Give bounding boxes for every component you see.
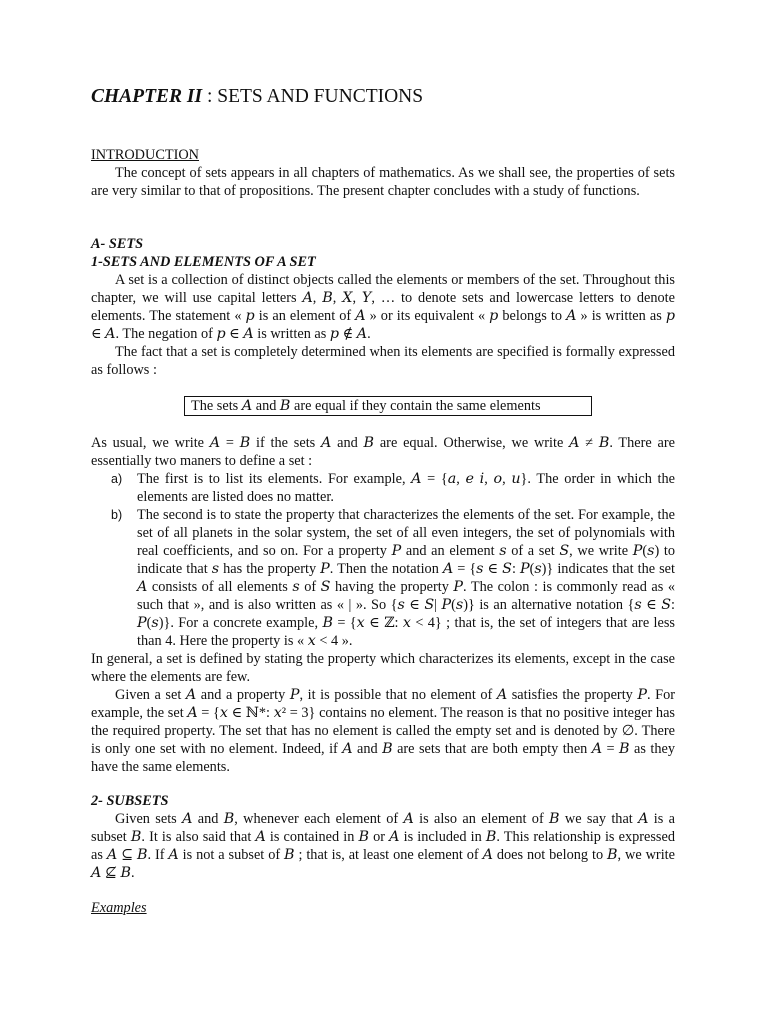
- introduction-heading: INTRODUCTION: [91, 147, 200, 163]
- sets-paragraph-1: A set is a collection of distinct objects called the elements or members of the set. Throughout this chapter, we will use capital letters 𝐴, 𝐵, 𝑋, 𝑌, … to denote sets and lowercase letters to denote elements. The statement « 𝑝 is an element of 𝐴 » or its equivalent « 𝑝 belongs to 𝐴 » is written as 𝑝 ∈ 𝐴. The negation of 𝑝 ∈ 𝐴 is written as 𝑝 ∉ 𝐴.: [91, 272, 675, 342]
- boxed-definition: The sets 𝐴 and 𝐵 are equal if they contain the same elements: [184, 396, 592, 416]
- list-marker: a): [111, 472, 123, 486]
- chapter-name: : SETS AND FUNCTIONS: [202, 86, 424, 107]
- sets-paragraph-3: As usual, we write 𝐴 = 𝐵 if the sets 𝐴 and 𝐵 are equal. Otherwise, we write 𝐴 ≠ 𝐵. There are essentially two maners to define a set :: [91, 435, 675, 469]
- introduction-section: [91, 146, 675, 200]
- list-item-a: [91, 470, 675, 506]
- subsection-1-heading: 1-SETS AND ELEMENTS OF A SET: [91, 254, 316, 270]
- subsets-section: [91, 792, 675, 882]
- introduction-paragraph: The concept of sets appears in all chapters of mathematics. As we shall see, the properties of sets are very similar to that of propositions. The present chapter concludes with a study of functions.: [91, 165, 675, 199]
- examples-section: [91, 899, 675, 917]
- list-item-text: The first is to list its elements. For example, 𝐴 = {𝑎, 𝑒 𝑖, 𝑜, 𝑢}. The order in which the elements are listed does no matter.: [137, 471, 675, 505]
- chapter-title: [91, 86, 423, 108]
- list-item-b: [91, 506, 675, 650]
- section-a-heading: A- SETS: [91, 236, 144, 252]
- subsets-heading: 2- SUBSETS: [91, 793, 169, 809]
- sets-paragraph-4: In general, a set is defined by stating the property which characterizes its elements, except in the case where the elements are few.: [91, 651, 675, 685]
- chapter-number: CHAPTER II: [91, 86, 203, 107]
- list-item-text: The second is to state the property that characterizes the elements of the set. For example, the set of all planets in the solar system, the set of all even integers, the set of polynomials with real coefficients, and so on. For a property 𝑃 and an element 𝑠 of a set 𝑆, we write 𝑃(𝑠) to indicate that 𝑠 has the property 𝑃. Then the notation 𝐴 = {𝑠 ∈ 𝑆: 𝑃(𝑠)} indicates that the set 𝐴 consists of all elements 𝑠 of 𝑆 having the property 𝑃. The colon : is commonly read as « such that », and is also written as « | ». So {𝑠 ∈ 𝑆| 𝑃(𝑠)} is an alternative notation {𝑠 ∈ 𝑆: 𝑃(𝑠)}. For a concrete example, 𝐵 = {𝑥 ∈ ℤ: 𝑥 < 4} ; that is, the set of integers that are less than 4. Here the property is « 𝑥 < 4 ».: [137, 507, 675, 649]
- examples-heading: Examples: [91, 900, 147, 916]
- sets-section: [91, 235, 675, 379]
- list-marker: b): [111, 508, 123, 522]
- subsets-paragraph: Given sets 𝐴 and 𝐵, whenever each element of 𝐴 is also an element of 𝐵 we say that 𝐴 is a subset 𝐵. It is also said that 𝐴 is contained in 𝐵 or 𝐴 is included in 𝐵. This relationship is expressed as 𝐴 ⊆ 𝐵. If 𝐴 is not a subset of 𝐵 ; that is, at least one element of 𝐴 does not belong to 𝐵, we write 𝐴 ⊈ 𝐵.: [91, 811, 675, 881]
- sets-paragraph-5: Given a set 𝐴 and a property 𝑃, it is possible that no element of 𝐴 satisfies the property 𝑃. For example, the set 𝐴 = {𝑥 ∈ ℕ*: 𝑥² = 3} contains no element. The reason is that no positive integer has the required property. The set that has no element is called the empty set and is denoted by ∅. There is only one set with no element. Indeed, if 𝐴 and 𝐵 are sets that are both empty then 𝐴 = 𝐵 as they have the same elements.: [91, 687, 675, 775]
- sets-paragraph-2: The fact that a set is completely determined when its elements are specified is formally expressed as follows :: [91, 344, 675, 378]
- sets-section-continued: [91, 434, 675, 776]
